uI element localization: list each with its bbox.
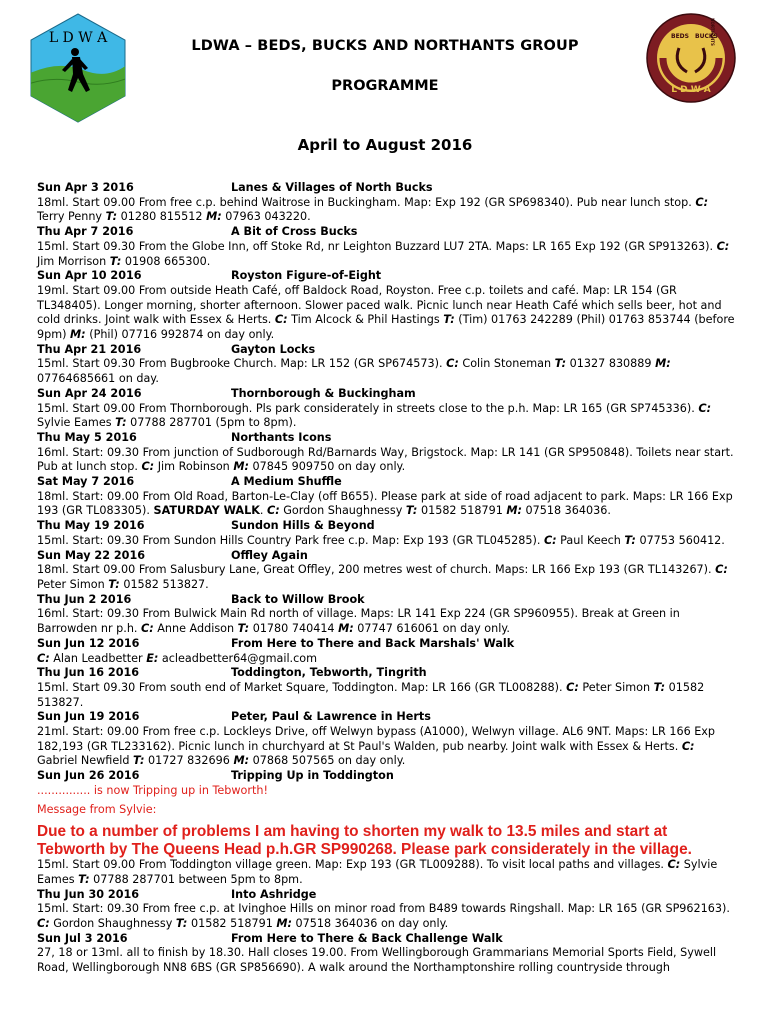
walk-description-text: acleadbetter64@gmail.com	[158, 651, 318, 665]
contact-label: C:	[267, 504, 280, 518]
walk-description-text: Gabriel Newfield	[37, 754, 133, 768]
walk-heading	[37, 666, 737, 681]
walk-description-text: 07963 043220.	[221, 210, 311, 224]
walk-heading	[37, 225, 737, 240]
programme-period: April to August 2016	[297, 136, 473, 154]
walk-description-text: 15ml. Start 09.30 From the Globe Inn, off Stoke Rd, nr Leighton Buzzard LU7 2TA. Maps: LR 165 Exp 192 (GR SP913263).	[37, 239, 717, 253]
walk-description-text: Sylvie Eames	[37, 858, 718, 886]
walk-description-text: 16ml. Start: 09.30 From junction of Sudborough Rd/Barnards Way, Brigstock. Map: LR 141 (GR SP950848). Toilets near start. Pub at lunch stop.	[37, 445, 734, 474]
walk-heading	[37, 181, 737, 196]
walk-description	[37, 490, 737, 519]
walk-date: Sun Jun 12 2016	[37, 636, 140, 650]
contact-label: M:	[338, 622, 354, 636]
walk-description	[37, 902, 737, 931]
walk-description	[37, 446, 737, 475]
walk-title: A Medium Shuffle	[231, 475, 342, 489]
walk-entry	[37, 225, 737, 269]
contact-label: C:	[446, 357, 459, 371]
walk-description	[37, 357, 737, 386]
contact-label: T:	[554, 357, 567, 371]
walk-heading	[37, 343, 737, 358]
contact-label: C:	[716, 239, 730, 253]
walk-date: Sat May 7 2016	[37, 475, 135, 489]
walk-entry	[37, 666, 737, 710]
walk-description	[37, 563, 737, 592]
walk-description	[37, 534, 737, 549]
walk-date: Thu Apr 21 2016	[37, 342, 142, 356]
walk-description-text: Paul Keech	[556, 533, 625, 547]
walk-entry	[37, 710, 737, 769]
walk-description-text: 15ml. Start 09.30 From south end of Market Square, Toddington. Map: LR 166 (GR TL008288).	[37, 680, 567, 694]
walk-description-text: Anne Addison	[153, 622, 238, 636]
walk-entry	[37, 181, 737, 225]
walk-heading	[37, 710, 737, 725]
walk-heading	[37, 769, 737, 784]
walk-entry	[37, 593, 737, 637]
walk-description-text: Jim Morrison	[37, 254, 110, 268]
walk-description	[37, 240, 737, 269]
walk-description-text: Peter Simon	[578, 680, 654, 694]
walk-title: Into Ashridge	[231, 887, 317, 901]
walk-description-text: 07518 364036 on day only.	[291, 917, 449, 931]
walk-description-text: 01327 830889	[566, 357, 656, 371]
ldwa-walker-logo	[28, 12, 128, 124]
walk-description	[37, 284, 737, 343]
walk-description-text: 19ml. Start 09.00 From outside Heath Café, off Baldock Road, Royston. Free c.p. toilets and café. Map: LR 154 (GR TL348405). Longer morning, shorter afternoon. Slower paced walk. Picnic lunch near Heath Café which sells beer, hot and cold drinks. Joint walk with Essex & Herts.	[37, 283, 722, 327]
walk-description-text: (Phil) 07716 992874 on day only.	[85, 328, 275, 342]
walk-description-text: 18ml. Start 09.00 From Salusbury Lane, Great Offley, 200 metres west of church. Maps: LR 166 Exp 193 (GR TL143267).	[37, 563, 716, 577]
walk-description-text: 07788 287701 (5pm to 8pm).	[126, 416, 297, 430]
walk-description-text: Colin Stoneman	[458, 357, 555, 371]
walk-description-text: 15ml. Start: 09.30 From free c.p. at Ivinghoe Hills on minor road from B489 towards Ringshall. Map: LR 165 (GR SP962163).	[37, 902, 730, 916]
walk-heading	[37, 593, 737, 608]
walk-title: Lanes & Villages of North Bucks	[231, 181, 433, 194]
contact-label: M:	[655, 357, 671, 371]
walk-description	[37, 946, 737, 975]
walk-description-text: Sylvie Eames	[37, 416, 116, 430]
walk-date: Thu Apr 7 2016	[37, 225, 134, 239]
walk-description-text: 27, 18 or 13ml. all to finish by 18.30. Hall closes 19.00. From Wellingborough Grammarians Memorial Sports Field, Sywell Road, Wellingborough NN8 6BS (GR SP856690). A walk around the Northamptonshire rolling countryside through	[37, 946, 717, 975]
walk-description-text: 01582 513827.	[119, 577, 209, 591]
walk-date: Thu Jun 2 2016	[37, 592, 132, 606]
walk-description	[37, 858, 737, 887]
walk-description-text: .	[259, 504, 267, 518]
contact-label: T:	[175, 917, 188, 931]
walk-date: Sun Apr 10 2016	[37, 269, 142, 283]
contact-label: M:	[506, 504, 522, 518]
contact-label: T:	[237, 622, 250, 636]
walk-description-text: 07747 616061 on day only.	[353, 622, 510, 636]
walk-description-text: Peter Simon	[37, 577, 109, 591]
walk-heading	[37, 549, 737, 564]
walk-description-text: Tim Alcock & Phil Hastings	[287, 313, 444, 327]
walk-date: Thu May 19 2016	[37, 519, 145, 533]
contact-label: C:	[274, 313, 288, 327]
walk-heading	[37, 269, 737, 284]
walk-notice-line: ............... is now Tripping up in Tebworth!	[37, 783, 268, 797]
contact-label: C:	[681, 739, 695, 753]
walk-description-text: 16ml. Start: 09.30 From Bulwick Main Rd north of village. Maps: LR 141 Exp 224 (GR SP960955). Break at Green in Barrowden nr p.h.	[37, 607, 680, 636]
contact-label: M:	[70, 328, 86, 342]
contact-label: T:	[132, 754, 145, 768]
walk-entry	[37, 549, 737, 593]
walk-description-text: Jim Robinson	[154, 460, 234, 474]
walk-notice-from: Message from Sylvie:	[37, 802, 157, 816]
walk-description-text: 01582 513827.	[37, 680, 705, 709]
walk-description-text: 15ml. Start 09.00 From Thornborough. Pls park considerately in streets close to the p.h. Map: LR 165 (GR SP745336).	[37, 401, 699, 415]
walk-title: Offley Again	[231, 548, 308, 562]
walk-title: Peter, Paul & Lawrence in Herts	[231, 710, 431, 724]
walk-description-text: Alan Leadbetter	[49, 651, 147, 665]
walk-description-text: 15ml. Start 09.30 From Bugbrooke Church. Map: LR 152 (GR SP674573).	[37, 357, 447, 371]
walk-title: Royston Figure-of-Eight	[231, 269, 382, 283]
logo-right-ldwa: L D W A	[671, 85, 711, 95]
walk-date: Sun Jun 19 2016	[37, 710, 140, 724]
walk-description-text: 18ml. Start: 09.00 From Old Road, Barton-Le-Clay (off B655). Please park at side of road adjacent to park. Maps: LR 166 Exp 193 (GR TL083305).	[37, 489, 733, 518]
walk-notice-message: Due to a number of problems I am having to shorten my walk to 13.5 miles and start at Tebworth by The Queens Head p.h.GR SP990268. Please park considerately in the village.	[37, 823, 692, 858]
contact-label: T:	[624, 533, 636, 547]
walk-date: Sun Jun 26 2016	[37, 769, 140, 783]
walk-entry	[37, 343, 737, 387]
beds-bucks-northants-badge-logo	[645, 12, 737, 104]
contact-label: T:	[105, 210, 118, 224]
logo-left-text: L D W A	[48, 30, 108, 46]
walk-title: Sundon Hills & Beyond	[231, 519, 375, 533]
walk-description-text: 01908 665300.	[121, 254, 211, 268]
walk-title: Gayton Locks	[231, 342, 316, 356]
walk-entry	[37, 888, 737, 932]
walk-description-text: 07764685661 on day.	[37, 372, 159, 386]
walk-entry	[37, 519, 737, 548]
walk-entry	[37, 932, 737, 976]
logo-right-northants: NORTHANTS	[710, 18, 715, 46]
contact-label: C:	[695, 195, 709, 209]
walk-description-text: 07753 560412.	[635, 533, 725, 547]
walk-description-text: Gordon Shaughnessy	[49, 917, 176, 931]
walk-date: Thu Jun 30 2016	[37, 887, 140, 901]
walk-description	[37, 196, 737, 225]
walk-title: Thornborough & Buckingham	[231, 386, 416, 400]
contact-label: T:	[78, 872, 90, 886]
contact-label: M:	[233, 460, 249, 474]
walk-description-text: 01727 832696	[144, 754, 234, 768]
walk-heading	[37, 637, 737, 652]
walk-description-text: 07518 364036.	[521, 504, 611, 518]
contact-label: T:	[115, 416, 127, 430]
walk-description-text: 07788 287701 between 5pm to 8pm.	[89, 872, 303, 886]
contact-label: E:	[146, 651, 159, 665]
contact-label: M:	[233, 754, 250, 768]
walk-list	[37, 181, 737, 976]
walk-description-text: Gordon Shaughnessy	[279, 504, 406, 518]
walk-date: Sun Apr 24 2016	[37, 386, 142, 400]
contact-label: T:	[653, 680, 666, 694]
walk-description-text: (Tim) 01763 242289 (Phil) 01763 853744 (before 9pm)	[37, 313, 735, 342]
contact-label: T:	[109, 254, 122, 268]
walk-title: Toddington, Tebworth, Tingrith	[231, 666, 427, 680]
walk-description-text: 07845 909750 on day only.	[248, 460, 406, 474]
contact-label: T:	[443, 313, 455, 327]
walk-description	[37, 402, 737, 431]
contact-label: T:	[108, 577, 120, 591]
walk-heading	[37, 387, 737, 402]
walk-title: From Here to There & Back Challenge Walk	[231, 931, 503, 945]
walk-heading	[37, 475, 737, 490]
contact-label: T:	[405, 504, 418, 518]
walk-description	[37, 652, 737, 667]
walk-description-text: 01280 815512	[117, 210, 207, 224]
walk-title: Back to Willow Brook	[231, 592, 365, 606]
walk-title: From Here to There and Back Marshals' Walk	[231, 636, 515, 650]
logo-right-bucks: BUCKS	[695, 33, 718, 40]
walk-description	[37, 607, 737, 636]
contact-label: C:	[37, 917, 50, 931]
walk-entry	[37, 637, 737, 666]
programme-title: PROGRAMME	[331, 78, 439, 94]
walk-description-text: 21ml. Start: 09.00 From free c.p. Lockleys Drive, off Welwyn bypass (A1000), Welwyn village. AL6 9NT. Maps: LR 166 Exp 182,193 (GR TL233162). Picnic lunch in churchyard at St Paul's Walden, pub nearby. Joint walk with Essex & Herts.	[37, 725, 716, 753]
walk-entry	[37, 269, 737, 343]
walk-date: Thu Jun 16 2016	[37, 666, 140, 680]
contact-label: C:	[141, 460, 155, 474]
walk-description-text: 01582 518791	[417, 504, 507, 518]
walk-date: Sun Apr 3 2016	[37, 181, 134, 194]
walk-date: Thu May 5 2016	[37, 430, 137, 444]
saturday-walk-flag: SATURDAY WALK	[153, 504, 260, 518]
walk-entry	[37, 431, 737, 475]
walk-description-text: 07868 507565 on day only.	[249, 754, 406, 768]
walk-description-text: 01582 518791	[187, 917, 277, 931]
contact-label: C:	[543, 533, 557, 547]
walk-date: Sun May 22 2016	[37, 548, 146, 562]
contact-label: C:	[698, 401, 712, 415]
walk-heading	[37, 431, 737, 446]
contact-label: C:	[715, 563, 728, 577]
walk-entry	[37, 769, 737, 888]
walk-description-text: Terry Penny	[37, 210, 106, 224]
walk-title: A Bit of Cross Bucks	[231, 225, 358, 239]
walk-description-text: 01780 740414	[249, 622, 339, 636]
walk-description-text: 18ml. Start 09.00 From free c.p. behind Waitrose in Buckingham. Map: Exp 192 (GR SP698340). Pub near lunch stop.	[37, 195, 696, 209]
walk-entry	[37, 387, 737, 431]
contact-label: M:	[276, 917, 292, 931]
group-title: LDWA – BEDS, BUCKS AND NORTHANTS GROUP	[191, 38, 579, 54]
walk-description-text: 15ml. Start 09.00 From Toddington village green. Map: Exp 193 (GR TL009288). To visit local paths and villages.	[37, 858, 668, 872]
walk-title: Tripping Up in Toddington	[231, 769, 394, 783]
logo-right-beds: BEDS	[671, 33, 689, 40]
contact-label: C:	[141, 622, 154, 636]
walk-description	[37, 725, 737, 769]
contact-label: M:	[206, 210, 222, 224]
contact-label: C:	[667, 858, 681, 872]
walk-description-text: 15ml. Start: 09.30 From Sundon Hills Country Park free c.p. Map: Exp 193 (GR TL045285).	[37, 533, 544, 547]
walk-heading	[37, 519, 737, 534]
walk-heading	[37, 888, 737, 903]
walk-entry	[37, 475, 737, 519]
contact-label: C:	[566, 680, 579, 694]
walk-title: Northants Icons	[231, 430, 332, 444]
walk-description	[37, 681, 737, 710]
walk-date: Sun Jul 3 2016	[37, 931, 128, 945]
contact-label: C:	[37, 651, 50, 665]
walk-heading	[37, 932, 737, 947]
